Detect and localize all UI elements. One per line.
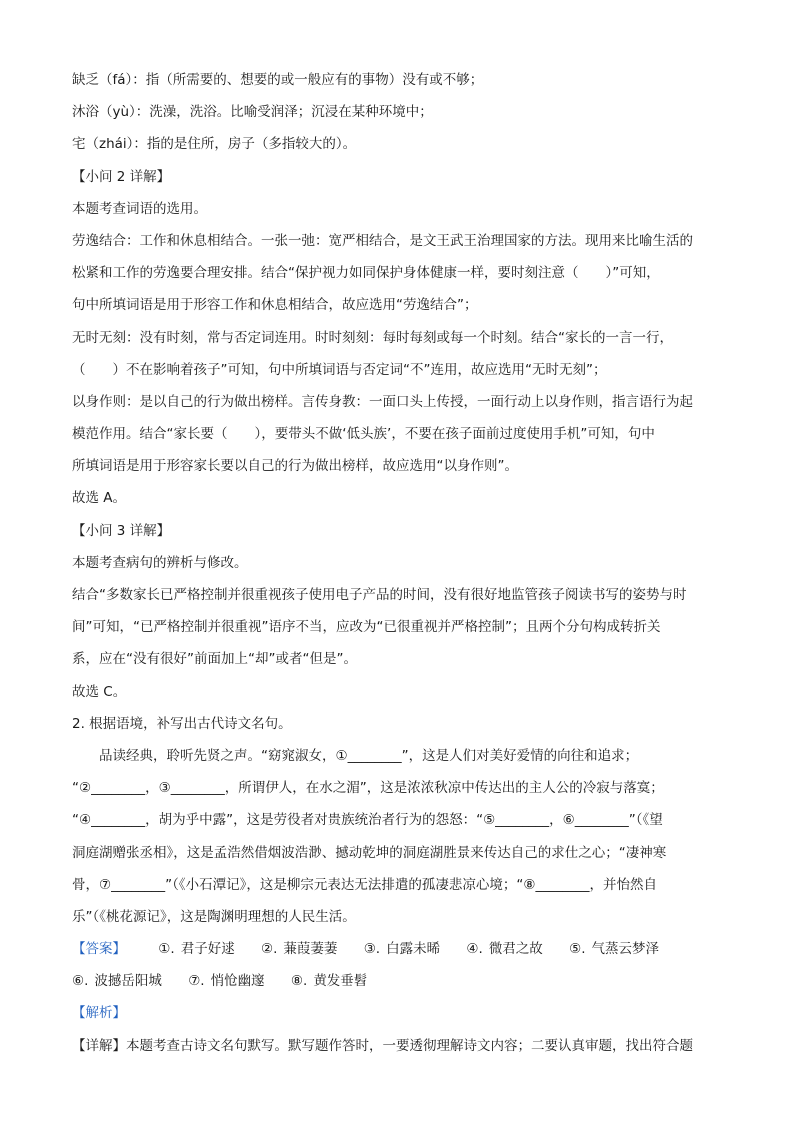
question-title: 2. 根据语境，补写出古代诗文名句。 xyxy=(72,715,292,732)
section-heading: 【小问 3 详解】 xyxy=(72,522,171,539)
text-line: 间”可知，“已严格控制并很重视”语序不当，应改为“已很重视并严格控制”；且两个分句构成转折关 xyxy=(72,619,661,636)
text-line: 无时无刻：没有时刻，常与否定词连用。时时刻刻：每时每刻或每一个时刻。结合“家长的一言一行， xyxy=(72,329,673,346)
analysis-label: 【解析】 xyxy=(72,1005,126,1022)
text-line: 洞庭湖赠张丞相》，这是孟浩然借烟波浩渺、撼动乾坤的洞庭湖胜景来传达自己的求仕之心；“凄神寒 xyxy=(72,844,667,861)
text-line: 沐浴（yù）：洗澡，洗浴。比喻受润泽；沉浸在某种环境中； xyxy=(72,104,433,121)
text-line: 故选 C。 xyxy=(72,683,127,700)
text-line: 缺乏（fá）：指（所需要的、想要的或一般应有的事物）没有或不够； xyxy=(72,72,484,88)
document-page xyxy=(72,64,722,1062)
answer-item: ⑧. 黄发垂髫 xyxy=(290,973,368,990)
answer-row xyxy=(72,965,722,997)
text-line: 所填词语是用于形容家长要以自己的行为做出榜样，故应选用“以身作则”。 xyxy=(72,458,518,475)
section-heading: 【小问 2 详解】 xyxy=(72,168,171,185)
answer-item: ⑦. 悄怆幽邃 xyxy=(188,973,265,990)
text-line: “②________，③________，所谓伊人，在水之湄”，这是浓浓秋凉中传达出的主人公的冷寂与落寞； xyxy=(72,780,664,797)
text-line: 宅（zhái）：指的是住所，房子（多指较大的）。 xyxy=(72,136,357,153)
text-line: 本题考查词语的选用。 xyxy=(72,200,207,217)
answer-item: ⑤. 气蒸云梦泽 xyxy=(569,941,660,958)
text-line: 乐”（《桃花源记》，这是陶渊明理想的人民生活。 xyxy=(72,908,356,925)
text-line: “④________，胡为乎中露”，这是劳役者对贵族统治者行为的怨怒：“⑤________，⑥________”（《望 xyxy=(72,812,663,829)
text-line: 结合“多数家长已严格控制并很重视孩子使用电子产品的时间，没有很好地监管孩子阅读书写的姿势与时 xyxy=(72,587,687,603)
text-line: 模范作用。结合“家长要（ ），要带头不做‘低头族’，不要在孩子面前过度使用手机”可知，句中 xyxy=(72,426,655,443)
answer-item: ①. 君子好逑 xyxy=(158,941,235,958)
text-line: 品读经典，聆听先贤之声。“窈窕淑女，①________”，这是人们对美好爱情的向往和追求； xyxy=(99,747,639,764)
text-line: 松紧和工作的劳逸要合理安排。结合“保护视力如同保护身体健康一样，要时刻注意（ ）”可知， xyxy=(72,265,660,282)
text-line: 句中所填词语是用于形容工作和休息相结合，故应选用“劳逸结合”； xyxy=(72,297,478,314)
text-line: 本题考查病句的辨析与修改。 xyxy=(72,554,248,571)
text-line: 骨，⑦________”（《小石潭记》，这是柳宗元表达无法排遣的孤凄悲凉心境；“⑧________，并怡然自 xyxy=(72,876,657,893)
text-line: 劳逸结合：工作和休息相结合。一张一弛：宽严相结合，是文王武王治理国家的方法。现用来比喻生活的 xyxy=(72,232,693,249)
answer-item: ②. 蒹葭萋萋 xyxy=(261,941,338,958)
text-line: 故选 A。 xyxy=(72,490,127,507)
answer-row xyxy=(72,933,722,965)
text-line: （ ）不在影响着孩子”可知，句中所填词语与否定词“不”连用，故应选用“无时无刻”； xyxy=(72,361,607,378)
detail-line: 【详解】本题考查古诗文名句默写。默写题作答时，一要透彻理解诗文内容；二要认真审题，找出符合题 xyxy=(72,1037,693,1054)
answer-label: 【答案】 xyxy=(72,941,126,958)
answer-item: ④. 微君之故 xyxy=(466,941,543,958)
text-line: 系，应在“没有很好”前面加上“却”或者“但是”。 xyxy=(72,651,357,668)
answer-item: ③. 白露未晞 xyxy=(363,941,441,958)
answer-item: ⑥. 波撼岳阳城 xyxy=(72,973,162,990)
text-line: 以身作则：是以自己的行为做出榜样。言传身教：一面口头上传授，一面行动上以身作则，指言语行为起 xyxy=(72,393,693,410)
